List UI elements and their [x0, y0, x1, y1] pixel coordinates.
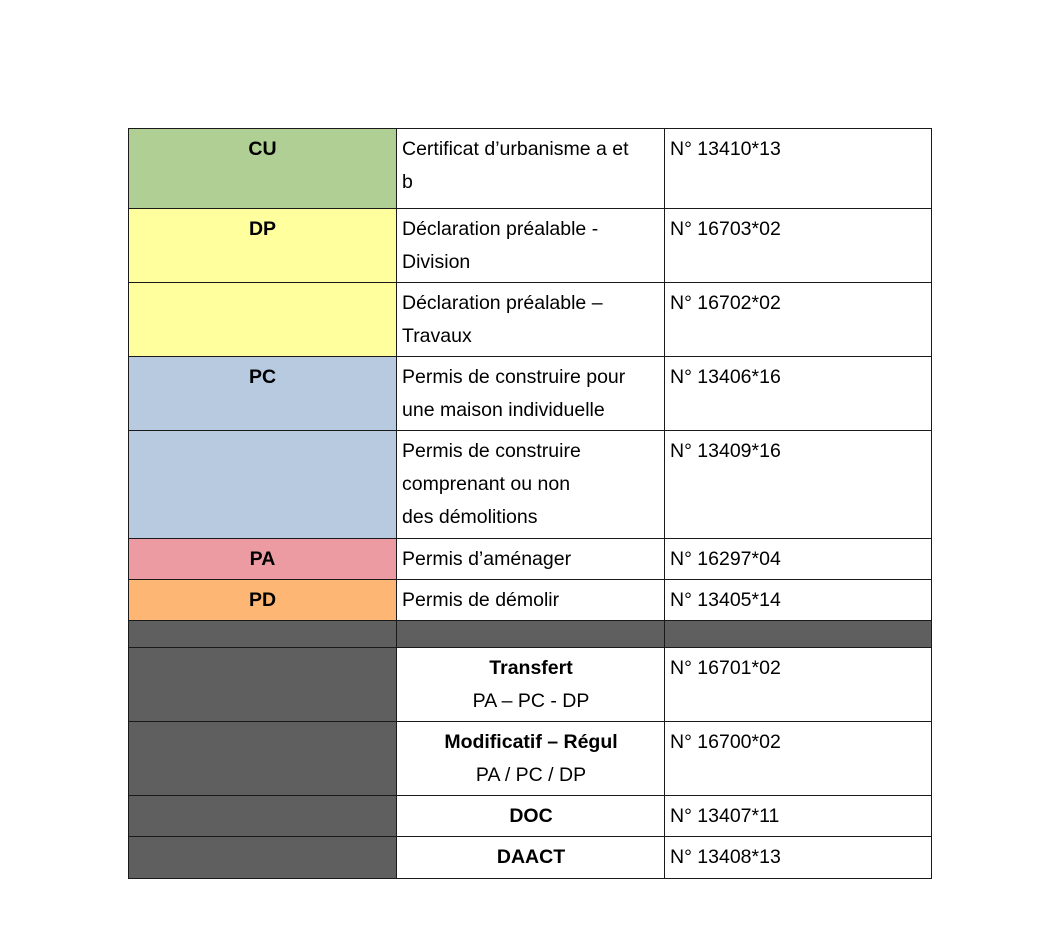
label-title: Transfert: [489, 657, 573, 679]
label-cell: [397, 837, 665, 879]
dark-cell: [129, 796, 397, 837]
label-line: Permis d’aménager: [402, 548, 572, 570]
label-line: des démolitions: [402, 506, 538, 528]
number-cell: N° 16702*02: [665, 283, 932, 357]
label-cell: [397, 539, 665, 580]
table-row: [129, 796, 932, 837]
label-title: Modificatif – Régul: [444, 731, 618, 753]
dark-cell: [129, 722, 397, 796]
label-cell: [397, 357, 665, 431]
label-cell: [397, 580, 665, 621]
label-line: Permis de démolir: [402, 589, 560, 611]
label-cell: [397, 722, 665, 796]
number-cell: N° 16700*02: [665, 722, 932, 796]
label-line: Certificat d’urbanisme a et: [402, 138, 629, 160]
code-cell: PC: [129, 357, 397, 431]
number-cell: N° 13405*14: [665, 580, 932, 621]
number-cell: N° 16297*04: [665, 539, 932, 580]
number-cell: N° 13409*16: [665, 431, 932, 539]
table-row: [129, 580, 932, 621]
label-subtitle: PA / PC / DP: [475, 764, 587, 786]
table-row: [129, 209, 932, 283]
label-line: une maison individuelle: [402, 399, 605, 421]
label-line: b: [402, 171, 413, 193]
code-cell: CU: [129, 129, 397, 209]
code-cell: PD: [129, 580, 397, 621]
table-row: [129, 722, 932, 796]
table-row: [129, 357, 932, 431]
label-line: Permis de construire: [402, 440, 581, 462]
number-cell: N° 13410*13: [665, 129, 932, 209]
code-cell: DP: [129, 209, 397, 283]
code-cell: [129, 283, 397, 357]
table-row: [129, 129, 932, 209]
number-cell: N° 16701*02: [665, 648, 932, 722]
label-cell: [397, 431, 665, 539]
separator-cell: [129, 621, 397, 648]
table-row: [129, 431, 932, 539]
number-cell: N° 16703*02: [665, 209, 932, 283]
separator-row: [129, 621, 932, 648]
label-title: DAACT: [496, 846, 566, 868]
code-cell: [129, 431, 397, 539]
table-row: [129, 837, 932, 879]
label-line: Déclaration préalable –: [402, 292, 603, 314]
label-cell: [397, 796, 665, 837]
separator-cell: [397, 621, 665, 648]
number-cell: N° 13408*13: [665, 837, 932, 879]
table-row: [129, 283, 932, 357]
label-line: Déclaration préalable -: [402, 218, 599, 240]
label-cell: [397, 648, 665, 722]
label-cell: [397, 129, 665, 209]
number-cell: N° 13407*11: [665, 796, 932, 837]
label-line: Permis de construire pour: [402, 366, 626, 388]
table-row: [129, 648, 932, 722]
label-title: DOC: [509, 805, 553, 827]
label-subtitle: PA – PC - DP: [472, 690, 590, 712]
code-cell: PA: [129, 539, 397, 580]
label-line: Travaux: [402, 325, 472, 347]
table-row: [129, 539, 932, 580]
separator-cell: [665, 621, 932, 648]
dark-cell: [129, 648, 397, 722]
forms-table: [128, 128, 932, 879]
label-cell: [397, 209, 665, 283]
label-line: comprenant ou non: [402, 473, 571, 495]
label-line: Division: [402, 251, 471, 273]
label-cell: [397, 283, 665, 357]
dark-cell: [129, 837, 397, 879]
number-cell: N° 13406*16: [665, 357, 932, 431]
